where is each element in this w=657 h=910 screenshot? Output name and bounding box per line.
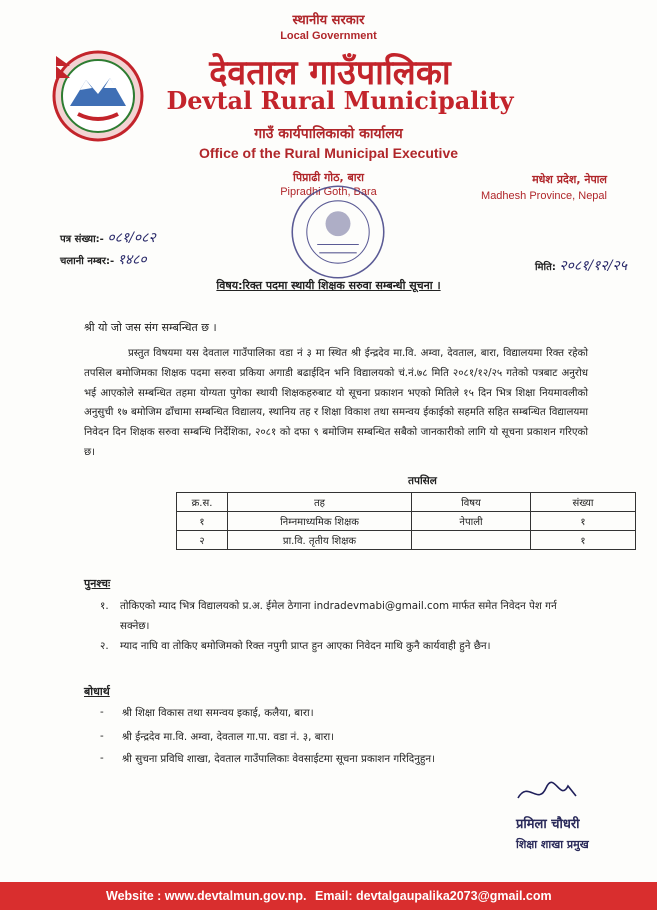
salutation: श्री यो जो जस संग सम्बन्धित छ । [84,321,217,334]
postscript-text: म्याद नाघि वा तोकिए बमोजिमको रिक्त नपुगी प्राप्त हुन आएका निवेदन माथि कुनै कार्यवाही हुने छैन। [120,640,491,652]
dispatch-number-label: चलानी नम्बर:- [60,256,115,267]
table-cell: नेपाली [412,512,531,531]
letter-date [535,256,627,275]
table-cell: १ [177,512,228,531]
date-value: २०८१/१२/२५ [559,258,627,274]
table-cell: २ [177,531,228,550]
municipality-name-nepali: देवताल गाउँपालिका [209,53,451,93]
table-row [177,531,636,550]
table-caption: तपसिल [408,475,437,487]
province-nepali: मधेश प्रदेश, नेपाल [532,173,607,186]
vacancy-table [176,492,636,550]
office-stamp-icon [286,180,390,284]
footer-website[interactable]: Website : www.devtalmun.gov.np. [106,889,307,903]
letter-number [60,228,156,247]
postscript-title: पुनश्चः [84,577,111,590]
table-header: विषय [412,493,531,512]
signatory-title: शिक्षा शाखा प्रमुख [516,838,589,851]
cc-item [100,752,435,766]
footer-bar [0,882,657,910]
office-name-nepali: गाउँ कार्यपालिकाको कार्यालय [254,126,403,142]
letter-number-label: पत्र संख्या:- [60,234,104,245]
subject-line [0,278,657,293]
table-header: तह [228,493,412,512]
address-nepali: पिप्राढी गोठ, बारा [293,171,364,184]
cc-text: श्री सुचना प्रविधि शाखा, देवताल गाउँपालिकाः वेवसाईटमा सूचना प्रकाशन गरिदिनुहुन। [122,753,435,765]
postscript-number: १. [100,600,109,612]
footer-email[interactable]: Email: devtalgaupalika2073@gmail.com [315,889,552,903]
office-name-english: Office of the Rural Municipal Executive [198,145,459,161]
postscript-item [100,596,584,636]
dispatch-number-value: १४८० [117,252,147,268]
postscript-text: तोकिएको म्याद भित्र विद्यालयको प्र.अ. ईमेल ठेगाना indradevmabi@gmail.com मार्फत समेत निवेदन पेश गर्न सक्नेछ। [120,600,557,632]
signature-stamp [508,776,638,866]
address-english: Pipradhi Goth, Bara [280,186,377,198]
government-label-english: Local Government [280,30,377,42]
signatory-name: प्रमिला चौधरी [516,817,580,832]
table-cell [412,531,531,550]
cc-item [100,706,314,720]
bullet-dash-icon: - [100,730,104,742]
cc-text: श्री ईन्द्रदेव मा.वि. अम्वा, देवताल गा.पा. वडा नं. ३, बारा। [122,731,335,743]
government-label-nepali: स्थानीय सरकार [292,13,365,28]
cc-text: श्री शिक्षा विकास तथा समन्वय इकाई, कलैया, बारा। [122,707,314,719]
table-header-row [177,493,636,512]
postscript-item [100,636,584,656]
cc-item [100,730,334,744]
date-label: मिति: [534,262,556,273]
cc-title: बोधार्थ [84,685,110,698]
table-header: संख्या [531,493,636,512]
table-cell: १ [531,512,636,531]
postscript-number: २. [100,640,109,652]
table-row [177,512,636,531]
table-cell: १ [531,531,636,550]
table-cell: निम्नमाध्यमिक शिक्षक [228,512,412,531]
notice-body: प्रस्तुत विषयमा यस देवताल गाउँपालिका वडा नं ३ मा स्थित श्री ईन्द्रदेव मा.वि. अम्वा, देवताल, बारा, विद्यालयमा रिक्त रहेको तपसिल बमोजिमका शिक्षक पदमा सरुवा प्रकिया अगाडी बढाईदिन भनि विद्यालयको चं.नं.७८ मिति २०८१/१२/२५ गतेको पत्रबाट अनुरोध भई आएकोले सम्बन्धित तहमा योग्यता पुगेका स्थायी शिक्षकहरुबाट यो सूचना प्रकाशन भएको मितिले १५ दिन भित्र शिक्षा नियमावलीको अनुसुची १७ बमोजिम ढाँचामा सम्बन्धित विद्यालय, स्थानिय तह र शिक्षा विकाश तथा समन्वय ईकाईको सहमति सहित सम्बन्धित विद्यालयमा निवेदन दिन शिक्षक सरुवा सम्बन्धि निर्देशिका, २०८१ को दफा ९ बमोजिम सम्बन्धित सबैको जानकारीको लागि यो सूचना प्रकाशन गरिएको छ। [84,348,588,458]
municipality-name-english: Devtal Rural Municipality [166,86,514,115]
bullet-dash-icon: - [100,706,104,718]
subject-text: विषय:रिक्त पदमा स्थायी शिक्षक सरुवा सम्बन्धी सूचना । [216,279,441,292]
dispatch-number [60,250,147,269]
province-english: Madhesh Province, Nepal [481,190,607,202]
bullet-dash-icon: - [100,752,104,764]
table-cell: प्रा.वि. तृतीय शिक्षक [228,531,412,550]
table-header: क्र.स. [177,493,228,512]
letter-number-value: ०८१/०८२ [107,230,156,246]
